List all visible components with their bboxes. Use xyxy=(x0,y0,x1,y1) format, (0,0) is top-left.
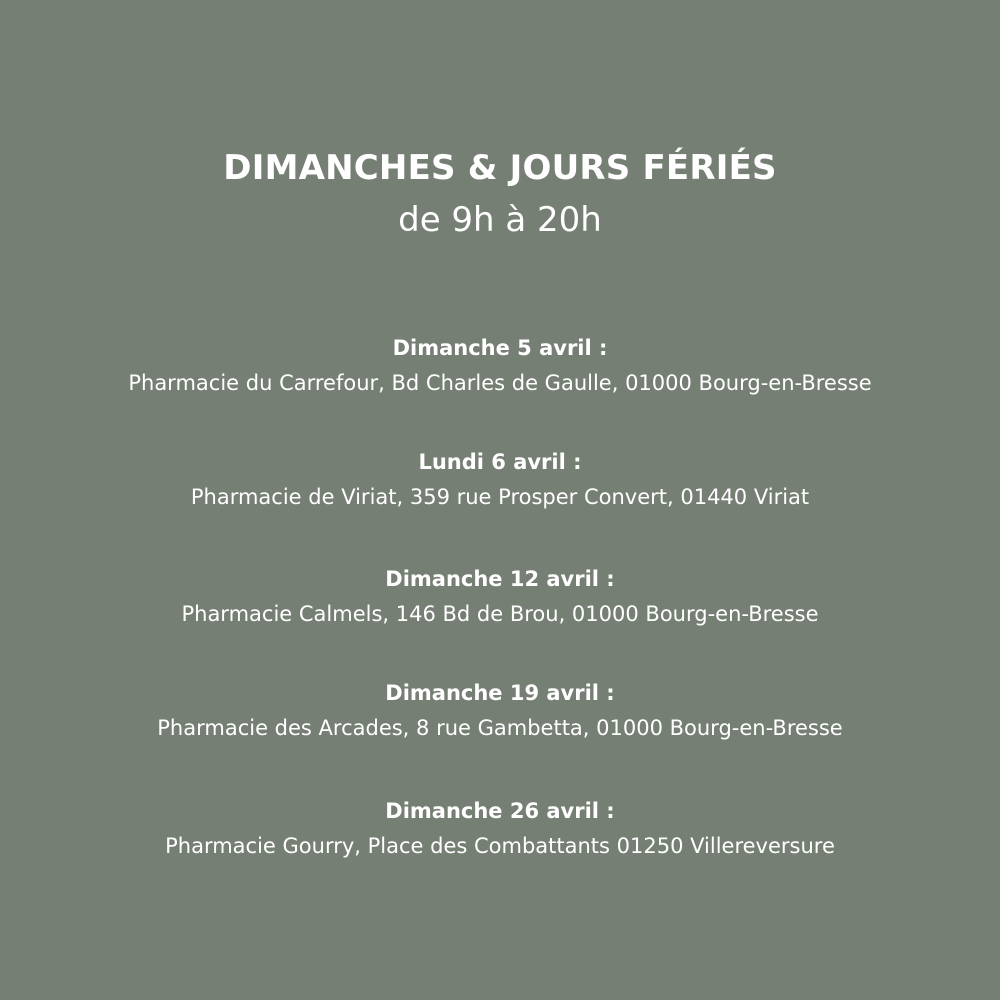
schedule-entry xyxy=(0,445,1000,515)
opening-hours: de 9h à 20h xyxy=(398,200,602,240)
entry-date: Lundi 6 avril : xyxy=(418,450,582,474)
entry-address: Pharmacie Calmels, 146 Bd de Brou, 01000 Bourg-en-Bresse xyxy=(181,602,819,626)
schedule-entry xyxy=(0,676,1000,746)
schedule-entry xyxy=(0,794,1000,864)
page-title: DIMANCHES & JOURS FÉRIÉS xyxy=(223,148,777,188)
entry-address: Pharmacie du Carrefour, Bd Charles de Gaulle, 01000 Bourg-en-Bresse xyxy=(128,371,872,395)
entry-address: Pharmacie Gourry, Place des Combattants 01250 Villereversure xyxy=(165,834,835,858)
entry-address: Pharmacie des Arcades, 8 rue Gambetta, 01000 Bourg-en-Bresse xyxy=(157,716,843,740)
entry-date: Dimanche 12 avril : xyxy=(385,567,615,591)
entry-date: Dimanche 5 avril : xyxy=(392,336,608,360)
entry-date: Dimanche 19 avril : xyxy=(385,681,615,705)
schedule-entry xyxy=(0,331,1000,401)
entry-address: Pharmacie de Viriat, 359 rue Prosper Convert, 01440 Viriat xyxy=(190,485,810,509)
schedule-entry xyxy=(0,562,1000,632)
entry-date: Dimanche 26 avril : xyxy=(385,799,615,823)
